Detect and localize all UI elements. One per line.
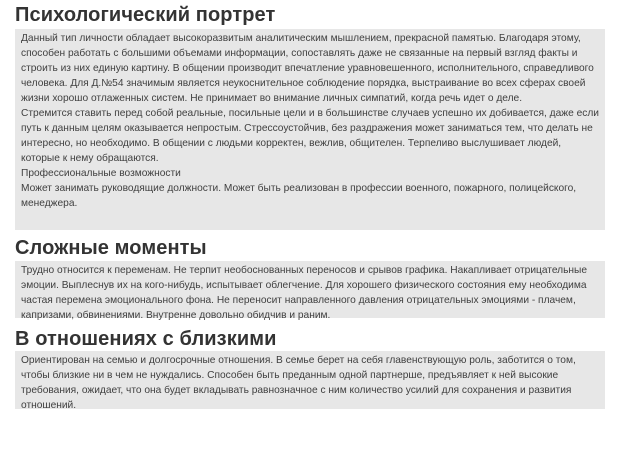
paragraph: Может занимать руководящие должности. Может быть реализован в профессии военного, пожарного, полицейского, менеджера.: [21, 183, 577, 209]
section-difficult-moments: [0, 236, 620, 321]
text-box-difficult-moments: [15, 261, 605, 321]
paragraph: Стремится ставить перед собой реальные, посильные цели и в большинстве случаев успешно их добивается, даже если путь к данным целям оказывается непростым. Стрессоустойчив, без раздражения может заниматься тем, что делать не интересно, но необходимо. В общении с людьми корректен, вежлив, общителен. Терпеливо выслушивает людей, которые к нему обращаются.: [21, 108, 599, 164]
subheading-professional: Профессиональные возможности: [21, 168, 181, 179]
text-box-relationships: [15, 351, 605, 409]
text-box-psych-portrait: [15, 29, 605, 230]
section-title-psych-portrait: Психологический портрет: [15, 4, 276, 26]
paragraph: Ориентирован на семью и долгосрочные отношения. В семье берет на себя главенствующую роль, заботится о том, чтобы близкие ни в чем не нуждались. Способен быть преданным одной партнерше, предъявляет к ней высокие требования, ожидает, что она будет вкладывать равнозначное с ним количество усилий для сохранения и развития отношений.: [21, 355, 576, 411]
paragraph: Данный тип личности обладает высокоразвитым аналитическим мышлением, прекрасной памятью. Благодаря этому, способен работать с большими объемами информации, сопоставлять даже не связанные на первый взгляд факты и строить из них единую картину. В общении производит впечатление уравновешенного, исполнительного, справедливого человека. Для Д.№54 значимым является неукоснительное соблюдение порядка, выстраивание во всех сферах своей жизни хорошо отлаженных систем. Не принимает во внимание личных симпатий, когда речь идет о деле.: [21, 33, 594, 104]
section-psych-portrait: [0, 3, 620, 209]
section-title-relationships: В отношениях с близкими: [15, 328, 277, 350]
paragraph: Трудно относится к переменам. Не терпит необоснованных переносов и срывов графика. Накапливает отрицательные эмоции. Выплеснув их на кого-нибудь, испытывает облегчение. Для хорошего физического состояния ему необходима частая перемена эмоционального фона. Не переносит направленного давления отрицательных эмоциями - плачем, капризами, обвинениями. Внутренне довольно обидчив и раним.: [21, 265, 588, 321]
section-relationships: [0, 327, 620, 411]
section-title-difficult-moments: Сложные моменты: [15, 237, 207, 259]
